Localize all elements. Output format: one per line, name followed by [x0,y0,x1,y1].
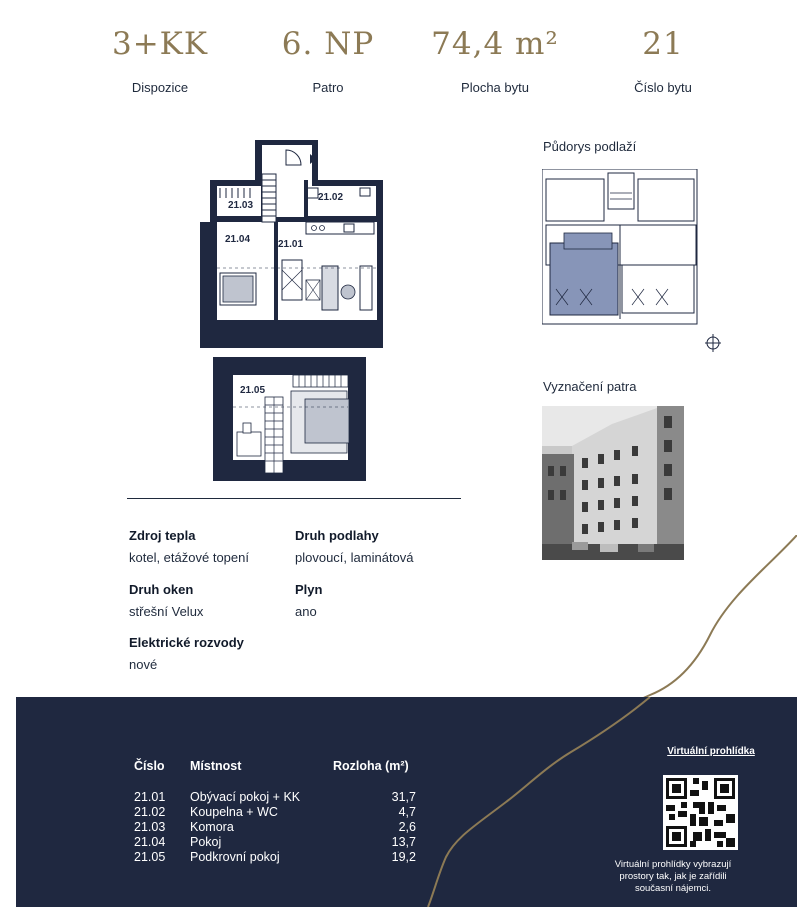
header-number: Číslo [134,759,165,773]
row-area: 13,7 [391,835,416,849]
header-area: Rozloha (m²) [333,759,409,773]
floor-label: Patro [312,80,344,95]
floorplan-lower [213,357,368,482]
row-room: Podkrovní pokoj [190,850,280,864]
row-number: 21.04 [134,835,166,849]
spec-heating-value: kotel, etážové topení [129,550,249,565]
disposition-value: 3+KK [111,26,209,62]
disposition-label: Dispozice [131,80,189,95]
header-room: Místnost [190,759,242,773]
floorplan-upper [198,140,388,350]
row-area: 2,6 [398,820,416,834]
row-area: 19,2 [391,850,416,864]
room-label-2105: 21.05 [240,385,266,396]
floor-overview-plan [542,169,698,325]
row-room: Pokoj [190,835,222,849]
section-divider [127,498,461,499]
spec-heating [129,528,249,565]
row-number: 21.05 [134,850,166,864]
row-room: Komora [190,820,234,834]
stat-floor [248,22,408,95]
qr-code[interactable] [663,775,738,850]
spec-gas-value: ano [295,604,317,619]
spec-gas-heading: Plyn [295,582,323,597]
spec-flooring-heading: Druh podlahy [295,528,379,543]
area-label: Plocha bytu [461,80,529,95]
row-number: 21.03 [134,820,166,834]
room-label-2102: 21.02 [318,192,344,203]
stat-apartment-number [583,22,743,95]
spec-electrical-heading: Elektrické rozvody [129,635,244,650]
spec-windows-value: střešní Velux [129,604,204,619]
virtual-tour-note: Virtuální prohlídky vybrazují prostory tak, jak je zařídili současní nájemci. [614,859,732,894]
row-room: Koupelna + WC [190,805,278,819]
row-area: 4,7 [398,805,416,819]
room-label-2103: 21.03 [228,200,254,211]
apartment-number-label: Číslo bytu [634,80,692,95]
apartment-number-value: 21 [642,26,684,62]
spec-electrical [129,635,244,672]
room-table [134,759,424,879]
floor-plan-title: Půdorys podlaží [543,139,637,154]
spec-flooring-value: plovoucí, laminátová [295,550,414,565]
row-area: 31,7 [391,790,416,804]
area-value: 74,4 m² [431,26,559,62]
row-number: 21.01 [134,790,166,804]
spec-windows-heading: Druh oken [129,582,194,597]
row-number: 21.02 [134,805,166,819]
spec-gas [295,582,322,619]
floor-marking-title: Vyznačení patra [543,379,637,394]
footer-panel [16,697,797,907]
spec-flooring [295,528,414,565]
row-room: Obývací pokoj + KK [190,790,301,804]
room-label-2104: 21.04 [225,234,251,245]
virtual-tour-link[interactable]: Virtuální prohlídka [667,746,755,757]
spec-electrical-value: nové [129,657,158,672]
room-label-2101: 21.01 [278,239,304,250]
spec-windows [129,582,203,619]
compass-icon [704,332,722,354]
floor-value: 6. NP [281,26,375,62]
stat-disposition [80,22,240,95]
stat-area [415,22,575,95]
spec-heating-heading: Zdroj tepla [129,528,196,543]
